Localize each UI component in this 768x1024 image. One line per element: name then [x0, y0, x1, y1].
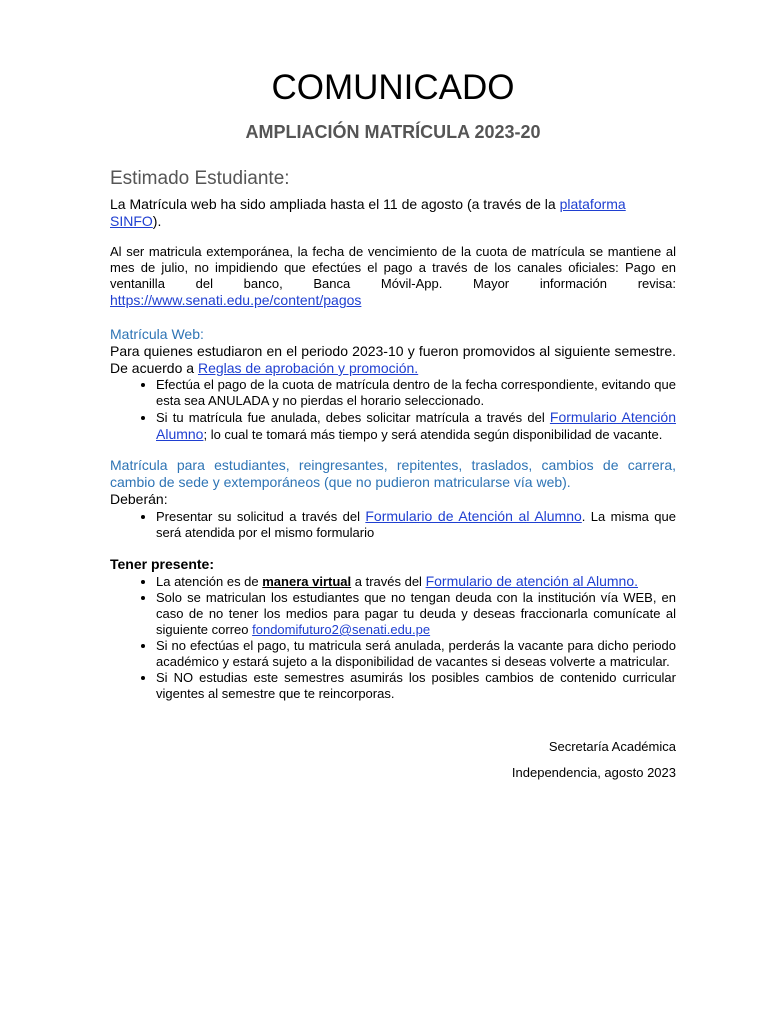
page-title: COMUNICADO [271, 68, 515, 107]
list-item-text-end: ; lo cual te tomará más tiempo y será atendida según disponibilidad de vacante. [203, 427, 663, 442]
document-content [110, 66, 676, 781]
virtual-emphasis: manera virtual [262, 574, 352, 589]
deberan-label: Deberán: [110, 491, 168, 507]
payment-paragraph [110, 244, 676, 309]
signature-date: Independencia, agosto 2023 [511, 765, 676, 780]
sinfo-platform-link[interactable]: plataforma SINFO [110, 196, 626, 229]
list-item: • Efectúa el pago de la cuota de matrícula dentro de la fecha correspondiente, evitando que esta sea ANULADA y no pierdas el horario seleccionado. [156, 377, 676, 409]
extension-paragraph [110, 196, 676, 229]
list-item [156, 508, 676, 541]
list-item: • Si no efectúas el pago, tu matricula será anulada, perderás la vacante para dicho periodo académico y estará sujeto a la disponibilidad de vacantes si deseas volverte a matricular. [156, 638, 676, 670]
extension-text: La Matrícula web ha sido ampliada hasta el 11 de agosto (a través de la [110, 196, 560, 212]
email-link[interactable]: fondomifuturo2@senati.edu.pe [252, 622, 431, 637]
list-item-text: La atención es de [156, 574, 263, 589]
student-attention-form-link-2[interactable]: Formulario de Atención al Alumno [365, 508, 582, 524]
promotion-rules-link[interactable]: Reglas de aprobación y promoción. [197, 360, 419, 376]
matricula-web-list [110, 377, 676, 443]
payments-url-link[interactable]: https://www.senati.edu.pe/content/pagos [110, 292, 362, 308]
list-item-text: a través del [351, 574, 426, 589]
student-attention-form-link[interactable]: Formulario Atención Alumno [156, 409, 676, 442]
list-item-text-end: . La misma que será atendida por el mismo formulario [156, 509, 676, 540]
other-students-list [110, 508, 676, 541]
matricula-web-text: Para quienes estudiaron en el periodo 2023-10 y fueron promovidos al siguiente semestre. De acuerdo a [110, 343, 676, 376]
list-item [156, 409, 676, 443]
payment-text: Al ser matricula extemporánea, la fecha de vencimiento de la cuota de matrícula se mantiene al mes de julio, no impidiendo que efectúes el pago a través de los canales oficiales: Pago en ventanilla del banco, Banca Móvil-App. Mayor información revisa: [110, 244, 676, 291]
list-item: • Si NO estudias este semestres asumirás los posibles cambios de contenido curricular vigentes al semestre que te reincorporas. [156, 670, 676, 702]
matricula-web-heading: Matrícula Web: [110, 326, 204, 342]
matricula-web-paragraph [110, 343, 676, 377]
list-item [156, 573, 676, 590]
signature-office: Secretaría Académica [548, 739, 676, 754]
tener-presente-list [110, 573, 676, 702]
list-item [156, 590, 676, 638]
student-attention-form-link-3[interactable]: Formulario de atención al Alumno. [425, 573, 639, 589]
other-students-paragraph: Matrícula para estudiantes, reingresantes, repitentes, traslados, cambios de carrera, cambio de sede y extemporáneos (que no pudieron matricularse vía web). [110, 457, 676, 490]
page-subtitle: AMPLIACIÓN MATRÍCULA 2023-20 [245, 122, 541, 142]
tener-presente-heading: Tener presente: [110, 556, 214, 572]
list-item-text: Solo se matriculan los estudiantes que no tengan deuda con la institución vía WEB, en caso de no tener los medios para pagar tu deuda y deseas fraccionarla comunícate al siguiente correo [156, 590, 676, 637]
list-item-text: Presentar su solicitud a través del [156, 509, 366, 524]
greeting: Estimado Estudiante: [110, 168, 290, 189]
list-item-text: Si tu matrícula fue anulada, debes solicitar matrícula a través del [156, 410, 550, 425]
extension-text-end: ). [152, 212, 162, 229]
